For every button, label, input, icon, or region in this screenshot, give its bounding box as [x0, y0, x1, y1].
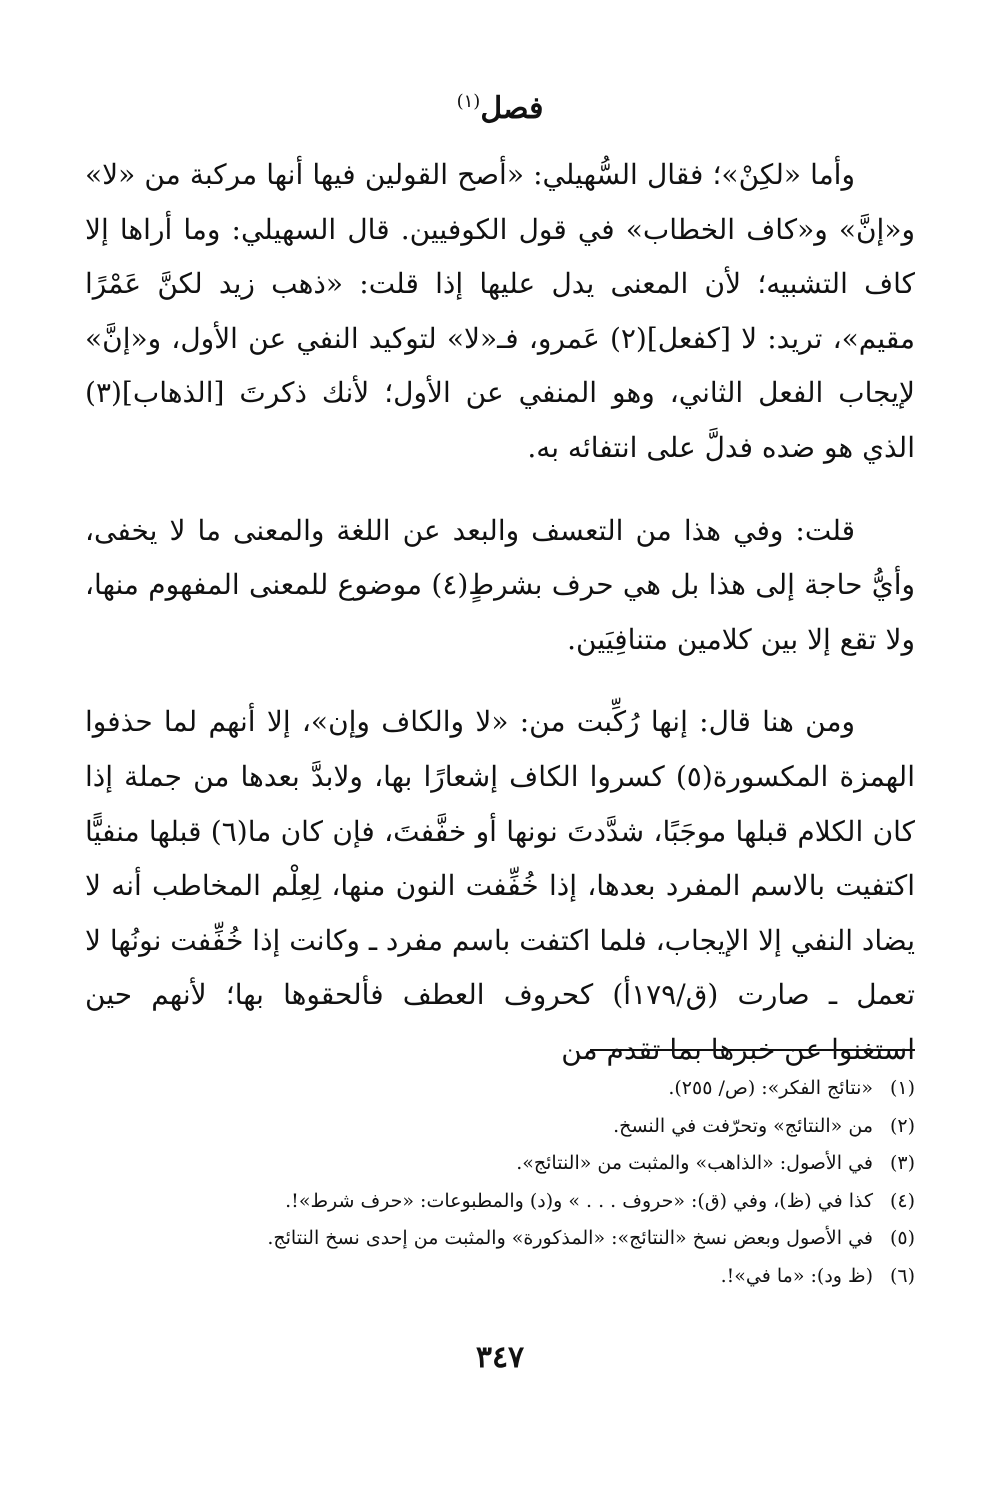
paragraph-3: ومن هنا قال: إنها رُكِّبت من: «لا والكاف وإن»، إلا أنهم لما حذفوا الهمزة المكسورة(٥) كسروا الكاف إشعارًا بها، ولابدَّ بعدها من جملة إذا كان الكلام قبلها موجَبًا، شدَّدتَ نونها أو خفَّفتَ، فإن كان ما(٦) قبلها منفيًّا اكتفيت بالاسم المفرد بعدها، إذا خُفِّفت النون منها، لِعِلْم المخاطب أنه لا يضاد النفي إلا الإيجاب، فلما اكتفت باسم مفرد ـ وكانت إذا خُفِّفت نونُها لا تعمل ـ صارت (ق/١٧٩أ) كحروف العطف فألحقوها بها؛ لأنهم حين استغنوا عن خبرها بما تقدم من [85, 705, 916, 1066]
footnote-1 [100, 1070, 915, 1108]
heading-footnote-ref: (١) [456, 91, 481, 112]
footnote-number: (٦) [889, 1264, 915, 1287]
footnote-text: كذا في (ظ)، وفي (ق): «حروف . . . » و(د) والمطبوعات: «حرف شرط»!. [285, 1189, 873, 1212]
footnote-number: (٤) [889, 1189, 915, 1212]
paragraph-1: وأما «لكِنْ»؛ فقال السُّهيلي: «أصح القولين فيها أنها مركبة من «لا» و«إنَّ» و«كاف الخطاب» في قول الكوفيين. قال السهيلي: وما أراها إلا كاف التشبيه؛ لأن المعنى يدل عليها إذا قلت: «ذهب زيد لكنَّ عَمْرًا مقيم»، تريد: لا [كفعل](٢) عَمرو، فـ«لا» لتوكيد النفي عن الأول، و«إنَّ» لإيجاب الفعل الثاني، وهو المنفي عن الأول؛ لأنك ذكرتَ [الذهاب](٣) الذي هو ضده فدلَّ على انتفائه به. [85, 158, 915, 464]
section-title: فصل [480, 91, 544, 126]
footnote-text: «نتائج الفكر»: (ص/ ٢٥٥). [668, 1077, 873, 1099]
footnote-6 [100, 1258, 915, 1296]
footnote-text: في الأصول: «الذاهب» والمثبت من «النتائج». [516, 1152, 873, 1174]
footnote-text: من «النتائج» وتحرّفت في النسخ. [613, 1114, 873, 1137]
footnote-4 [100, 1183, 915, 1221]
section-heading [85, 80, 915, 124]
footnote-number: (٥) [889, 1227, 915, 1249]
page-body [85, 80, 915, 1078]
footnote-number: (٢) [889, 1114, 915, 1137]
footnote-divider [590, 1049, 915, 1051]
paragraph-2: قلت: وفي هذا من التعسف والبعد عن اللغة والمعنى ما لا يخفى، وأيُّ حاجة إلى هذا بل هي حرف بشرطٍ(٤) موضوع للمعنى المفهوم منها، ولا تقع إلا بين كلامين متنافِيَين. [85, 513, 915, 656]
page-number: ٣٤٧ [475, 1340, 525, 1375]
footnote-2 [100, 1108, 915, 1146]
footnote-text: في الأصول وبعض نسخ «النتائج»: «المذكورة» والمثبت من إحدى نسخ النتائج. [267, 1227, 873, 1249]
footnote-5 [100, 1220, 915, 1258]
footnote-number: (٣) [889, 1152, 915, 1174]
footnote-text: (ظ ود): «ما في»!. [720, 1264, 873, 1287]
footnote-number: (١) [889, 1077, 915, 1099]
footnotes-list [100, 1070, 915, 1295]
footnote-3 [100, 1145, 915, 1183]
